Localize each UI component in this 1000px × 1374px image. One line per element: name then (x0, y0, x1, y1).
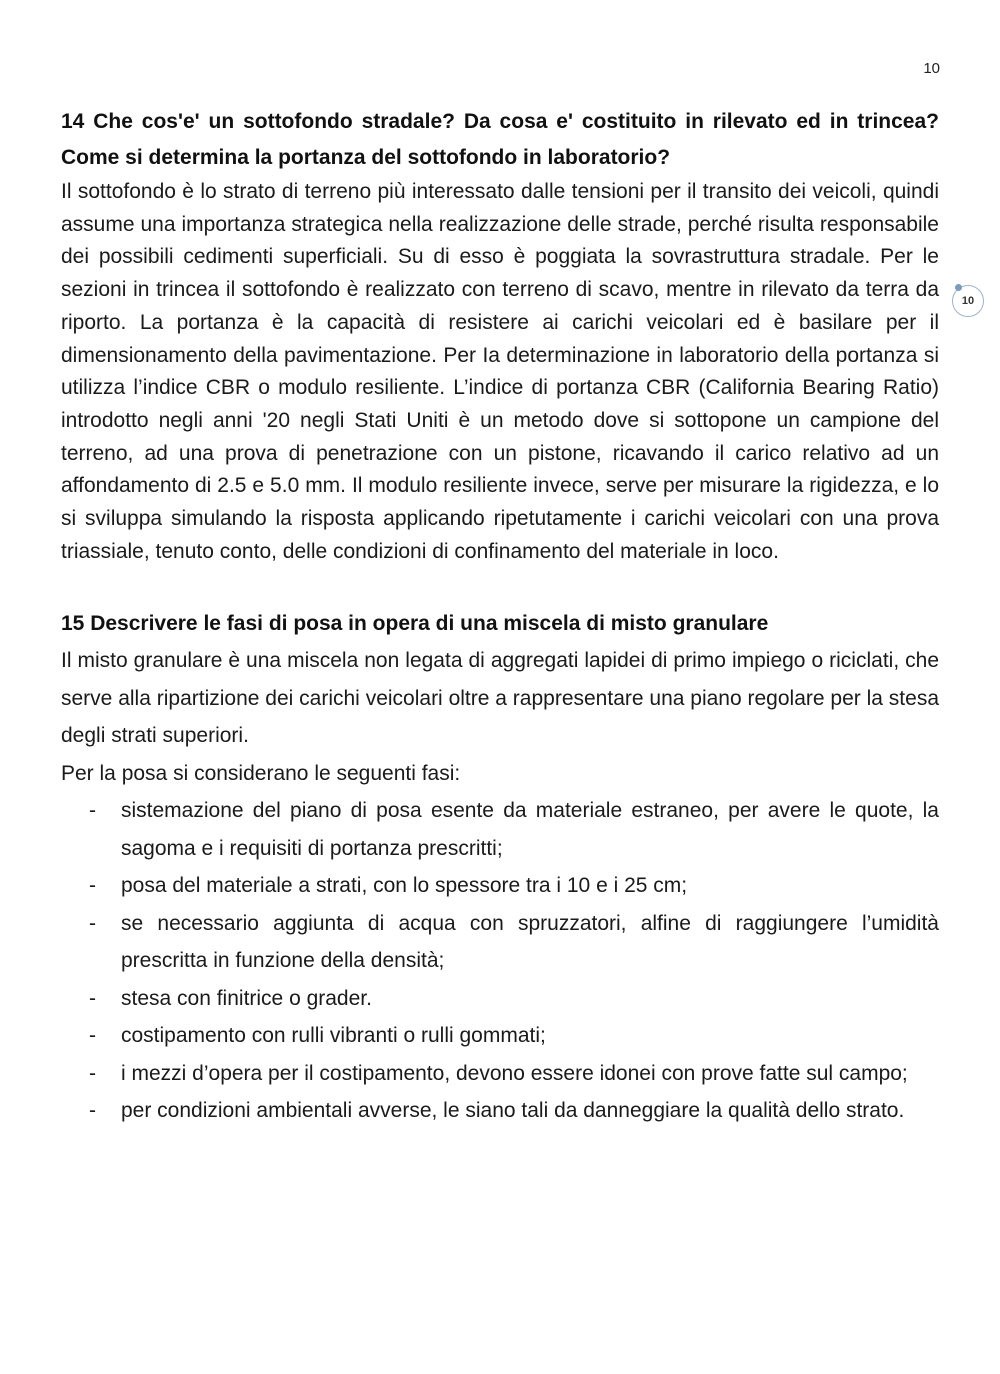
list-item-text: sistemazione del piano di posa esente da materiale estraneo, per avere le quote, la sagoma e i requisiti di portanza prescritti; (121, 799, 939, 860)
list-item-text: posa del materiale a strati, con lo spessore tra i 10 e i 25 cm; (121, 874, 688, 898)
badge-dot-icon (955, 284, 962, 291)
list-item-text: se necessario aggiunta di acqua con spruzzatori, alfine di raggiungere l’umidità prescritta in funzione della densità; (121, 911, 939, 973)
list-item-text: costipamento con rulli vibranti o rulli gommati; (121, 1024, 546, 1048)
bullet-dash: - (89, 986, 96, 1010)
bullet-dash: - (89, 911, 96, 935)
bullet-dash: - (89, 799, 96, 823)
list-item (61, 905, 939, 980)
phase-list (61, 792, 939, 1130)
list-item-text: i mezzi d’opera per il costipamento, devono essere idonei con prove fatte sul campo; (121, 1061, 908, 1085)
bullet-dash: - (89, 1061, 96, 1085)
page-badge-label: 10 (961, 295, 975, 307)
bullet-dash: - (89, 874, 96, 898)
document-body (61, 104, 939, 1130)
section-14-heading: 14 Che cos'e' un sottofondo stradale? Da cosa e' costituito in rilevato ed in trincea? Come si determina la portanza del sottofondo in laboratorio? (61, 110, 939, 169)
section-14-body: Il sottofondo è lo strato di terreno più interessato dalle tensioni per il transito dei veicoli, quindi assume una importanza strategica nella realizzazione delle strade, perché risulta responsabile dei possibili cedimenti superficiali. Su di esso è poggiata la sovrastruttura stradale. Per le sezioni in trincea il sottofondo è realizzato con terreno di scavo, mentre in rilevato da terra da riporto. La portanza è la capacità di resistere ai carichi veicolari ed è basilare per il dimensionamento della pavimentazione. Per Ia determinazione in laboratorio della portanza si utilizza l’indice CBR o modulo resiliente. L’indice di portanza CBR (California Bearing Ratio) introdotto negli anni '20 negli Stati Uniti è un metodo dove si sottopone un campione del terreno, ad una prova di penetrazione con un pistone, ricavando il carico relativo ad un affondamento di 2.5 e 5.0 mm. Il modulo resiliente invece, serve per misurare la rigidezza, e lo si sviluppa simulando la risposta applicando ripetutamente i carichi veicolari con una prova triassiale, tenuto conto, delle condizioni di confinamento del materiale in loco. (61, 180, 939, 563)
list-item-text: stesa con finitrice o grader. (121, 986, 372, 1010)
list-item (61, 1017, 939, 1055)
page-badge (952, 285, 984, 317)
bullet-dash: - (89, 1024, 96, 1048)
bullet-dash: - (89, 1099, 96, 1123)
page-number: 10 (923, 60, 940, 77)
list-item (61, 1092, 939, 1130)
section-15 (61, 606, 939, 1130)
section-15-lead: Per la posa si considerano le seguenti fasi: (61, 761, 461, 785)
list-item (61, 1055, 939, 1093)
section-15-intro: Il misto granulare è una miscela non legata di aggregati lapidei di primo impiego o riciclati, che serve alla ripartizione dei carichi veicolari oltre a rappresentare una piano regolare per la stesa degli strati superiori. (61, 649, 939, 748)
list-item-text: per condizioni ambientali avverse, le siano tali da danneggiare la qualità dello strato. (121, 1099, 905, 1123)
list-item (61, 792, 939, 867)
section-14 (61, 104, 939, 568)
list-item (61, 980, 939, 1018)
section-15-heading: 15 Descrivere le fasi di posa in opera di una miscela di misto granulare (61, 612, 769, 636)
list-item (61, 867, 939, 905)
